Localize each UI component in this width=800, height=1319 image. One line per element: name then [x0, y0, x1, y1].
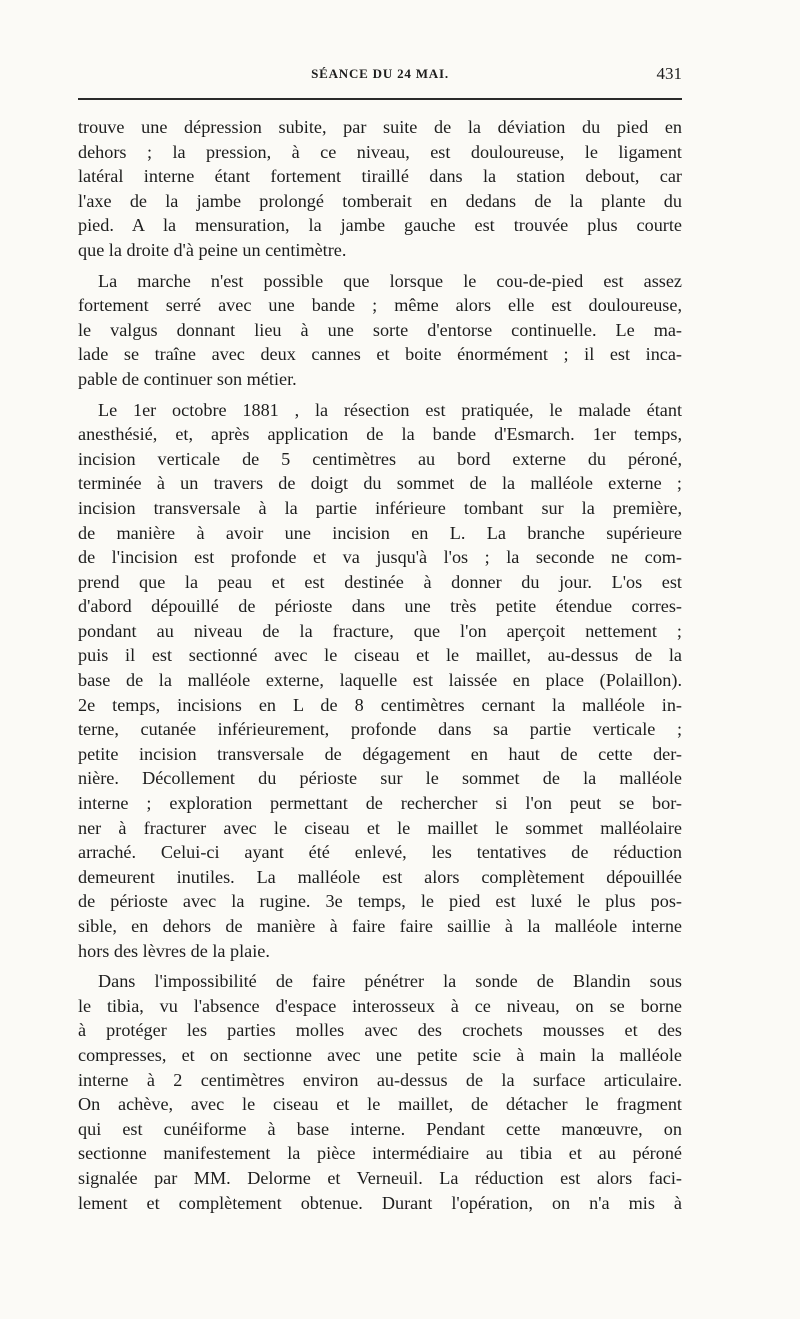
text-line: base de la malléole externe, laquelle est laissée en place (Polaillon).: [78, 670, 682, 691]
text-line: nière. Décollement du périoste sur le sommet de la malléole: [78, 768, 682, 789]
text-line: interne ; exploration permettant de rechercher si l'on peut se bor-: [78, 793, 682, 814]
text-line: trouve une dépression subite, par suite de la déviation du pied en: [78, 117, 682, 137]
text-line: prend que la peau et est destinée à donner du jour. L'os est: [78, 571, 682, 592]
text-line: compresses, et on sectionne avec une petite scie à main la malléole: [78, 1044, 682, 1065]
text-line: sectionne manifestement la pièce intermédiaire au tibia et au péroné: [78, 1143, 682, 1164]
text-line: 2e temps, incisions en L de 8 centimètres cernant la malléole in-: [78, 694, 682, 715]
text-line: pondant au niveau de la fracture, que l'on aperçoit nettement ;: [78, 620, 682, 641]
body-text: [78, 115, 682, 1215]
text-line: lement et complètement obtenue. Durant l'opération, on n'a mis à: [78, 1192, 682, 1213]
text-line: le valgus donnant lieu à une sorte d'entorse continuelle. Le ma-: [78, 319, 682, 340]
running-head: [78, 66, 682, 86]
text-line: demeurent inutiles. La malléole est alors complètement dépouillée: [78, 866, 682, 887]
text-line: anesthésié, et, après application de la bande d'Esmarch. 1er temps,: [78, 424, 682, 445]
text-line: ner à fracturer avec le ciseau et le maillet le sommet malléolaire: [78, 817, 682, 838]
text-line: de manière à avoir une incision en L. La branche supérieure: [78, 522, 682, 543]
text-line: incision verticale de 5 centimètres au bord externe du péroné,: [78, 448, 682, 469]
text-line: de l'incision est profonde et va jusqu'à l'os ; la seconde ne com-: [78, 547, 682, 568]
page-number: 431: [656, 64, 682, 83]
paragraph-first-line: La marche n'est possible que lorsque le cou-de-pied est assez: [98, 270, 682, 291]
text-line: sible, en dehors de manière à faire faire saillie à la malléole interne: [78, 916, 682, 936]
text-line: latéral interne étant fortement tiraillé dans la station debout, car: [78, 166, 682, 187]
text-line: terne, cutanée inférieurement, profonde dans sa partie verticale ;: [78, 719, 682, 740]
text-line: terminée à un travers de doigt du sommet de la malléole externe ;: [78, 473, 682, 494]
text-line: que la droite d'à peine un centimètre.: [78, 239, 347, 260]
text-line: lade se traîne avec deux cannes et boite énormément ; il est inca-: [78, 344, 682, 365]
paragraph-first-line: Le 1er octobre 1881 , la résection est pratiquée, le malade étant: [98, 399, 682, 420]
text-line: pable de continuer son métier.: [78, 368, 297, 389]
text-line: arraché. Celui-ci ayant été enlevé, les tentatives de réduction: [78, 842, 682, 863]
text-line: l'axe de la jambe prolongé tomberait en dedans de la plante du: [78, 190, 682, 211]
text-line: interne à 2 centimètres environ au-dessus de la surface articulaire.: [78, 1069, 682, 1090]
paragraph-first-line: Dans l'impossibilité de faire pénétrer la sonde de Blandin sous: [98, 971, 682, 992]
text-line: le tibia, vu l'absence d'espace interosseux à ce niveau, on se borne: [78, 995, 682, 1016]
text-line: petite incision transversale de dégagement en haut de cette der-: [78, 743, 682, 764]
text-line: hors des lèvres de la plaie.: [78, 940, 270, 961]
text-line: incision transversale à la partie inférieure tombant sur la première,: [78, 497, 682, 518]
text-line: fortement serré avec une bande ; même alors elle est douloureuse,: [78, 295, 682, 316]
text-line: de périoste avec la rugine. 3e temps, le pied est luxé le plus pos-: [78, 891, 682, 912]
text-line: On achève, avec le ciseau et le maillet, de détacher le fragment: [78, 1094, 682, 1115]
text-line: qui est cunéiforme à base interne. Pendant cette manœuvre, on: [78, 1118, 682, 1139]
header-rule: [78, 98, 682, 100]
text-line: à protéger les parties molles avec des crochets mousses et des: [78, 1020, 682, 1041]
text-line: signalée par MM. Delorme et Verneuil. La réduction est alors faci-: [78, 1167, 682, 1188]
text-line: puis il est sectionné avec le ciseau et le maillet, au-dessus de la: [78, 645, 682, 666]
text-line: pied. A la mensuration, la jambe gauche est trouvée plus courte: [78, 215, 682, 236]
text-line: d'abord dépouillé de périoste dans une très petite étendue corres-: [78, 596, 682, 617]
text-line: dehors ; la pression, à ce niveau, est douloureuse, le ligament: [78, 141, 682, 162]
running-title: SÉANCE DU 24 MAI.: [311, 66, 449, 81]
